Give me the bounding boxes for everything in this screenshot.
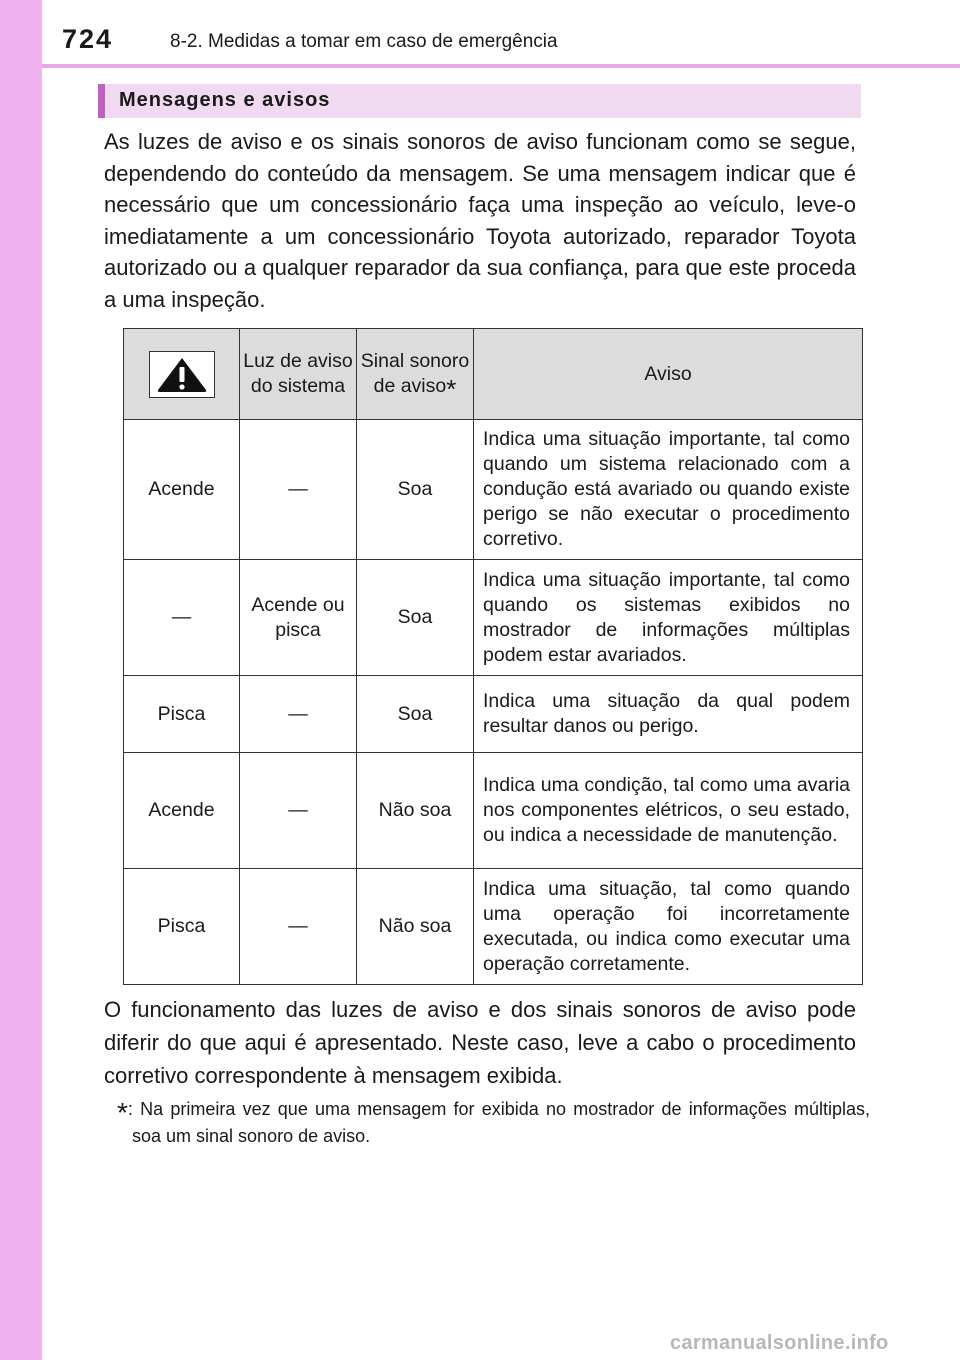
page-number: 724 xyxy=(62,24,114,54)
row-light-state: Acende xyxy=(124,420,240,560)
section-heading xyxy=(98,84,861,118)
warning-table xyxy=(123,328,863,985)
row-system-light: — xyxy=(240,753,357,869)
row-system-light: — xyxy=(240,676,357,753)
row-description: Indica uma situação, tal como quando uma operação foi incorretamente executada, ou indica como executar uma operação corretamente. xyxy=(474,869,863,985)
table-header-row xyxy=(124,329,863,420)
header-buzzer-mark: * xyxy=(446,374,457,404)
footnote xyxy=(117,1096,870,1150)
footnote-mark: * xyxy=(117,1097,128,1128)
table-row xyxy=(124,560,863,676)
footnote-text: : Na primeira vez que uma mensagem for exibida no mostrador de informações múltiplas, soa um sinal sonoro de aviso. xyxy=(127,1099,870,1146)
row-system-light: Acende ou pisca xyxy=(240,560,357,676)
table-row xyxy=(124,676,863,753)
section-title: 8-2. Medidas a tomar em caso de emergência xyxy=(170,31,558,52)
row-description: Indica uma situação da qual podem resultar danos ou perigo. xyxy=(474,676,863,753)
header-buzzer xyxy=(357,329,474,420)
row-buzzer: Não soa xyxy=(357,869,474,985)
table-row xyxy=(124,869,863,985)
row-description: Indica uma situação importante, tal como quando um sistema relacionado com a condução está avariado ou quando existe perigo se não executar o procedimento corretivo. xyxy=(474,420,863,560)
header-light: Luz de aviso do sistema xyxy=(240,329,357,420)
table-row xyxy=(124,420,863,560)
header-buzzer-text: Sinal sonoro de aviso xyxy=(360,350,470,397)
row-buzzer: Soa xyxy=(357,676,474,753)
row-light-state: — xyxy=(124,560,240,676)
intro-paragraph: As luzes de aviso e os sinais sonoros de aviso funcionam como se segue, dependendo do conteúdo da mensagem. Se uma mensagem indicar que é necessário que um concessionário faça uma inspeção ao veículo, leve-o imediatamente a um concessionário Toyota autorizado, reparador Toyota autorizado ou a qualquer reparador da sua confiança, para que este proceda a uma inspeção. xyxy=(104,129,856,312)
warning-triangle-icon xyxy=(149,351,215,398)
row-buzzer: Não soa xyxy=(357,753,474,869)
closing-paragraph: O funcionamento das luzes de aviso e dos sinais sonoros de aviso pode diferir do que aqui é apresentado. Neste caso, leve a cabo o procedimento corretivo correspondente à mensagem exibida. xyxy=(104,997,856,1088)
row-light-state: Pisca xyxy=(124,869,240,985)
table-row xyxy=(124,753,863,869)
header-icon-cell xyxy=(124,329,240,420)
row-description: Indica uma situação importante, tal como quando os sistemas exibidos no mostrador de informações múltiplas podem estar avariados. xyxy=(474,560,863,676)
row-light-state: Acende xyxy=(124,753,240,869)
side-color-bar xyxy=(0,0,42,1360)
row-description: Indica uma condição, tal como uma avaria nos componentes elétricos, o seu estado, ou indica a necessidade de manutenção. xyxy=(474,753,863,869)
watermark-text: carmanualsonline.info xyxy=(670,1332,889,1354)
row-light-state: Pisca xyxy=(124,676,240,753)
header-rule xyxy=(42,64,960,68)
row-buzzer: Soa xyxy=(357,420,474,560)
row-system-light: — xyxy=(240,420,357,560)
row-system-light: — xyxy=(240,869,357,985)
header-notice: Aviso xyxy=(474,329,863,420)
row-buzzer: Soa xyxy=(357,560,474,676)
section-heading-text: Mensagens e avisos xyxy=(119,89,331,111)
